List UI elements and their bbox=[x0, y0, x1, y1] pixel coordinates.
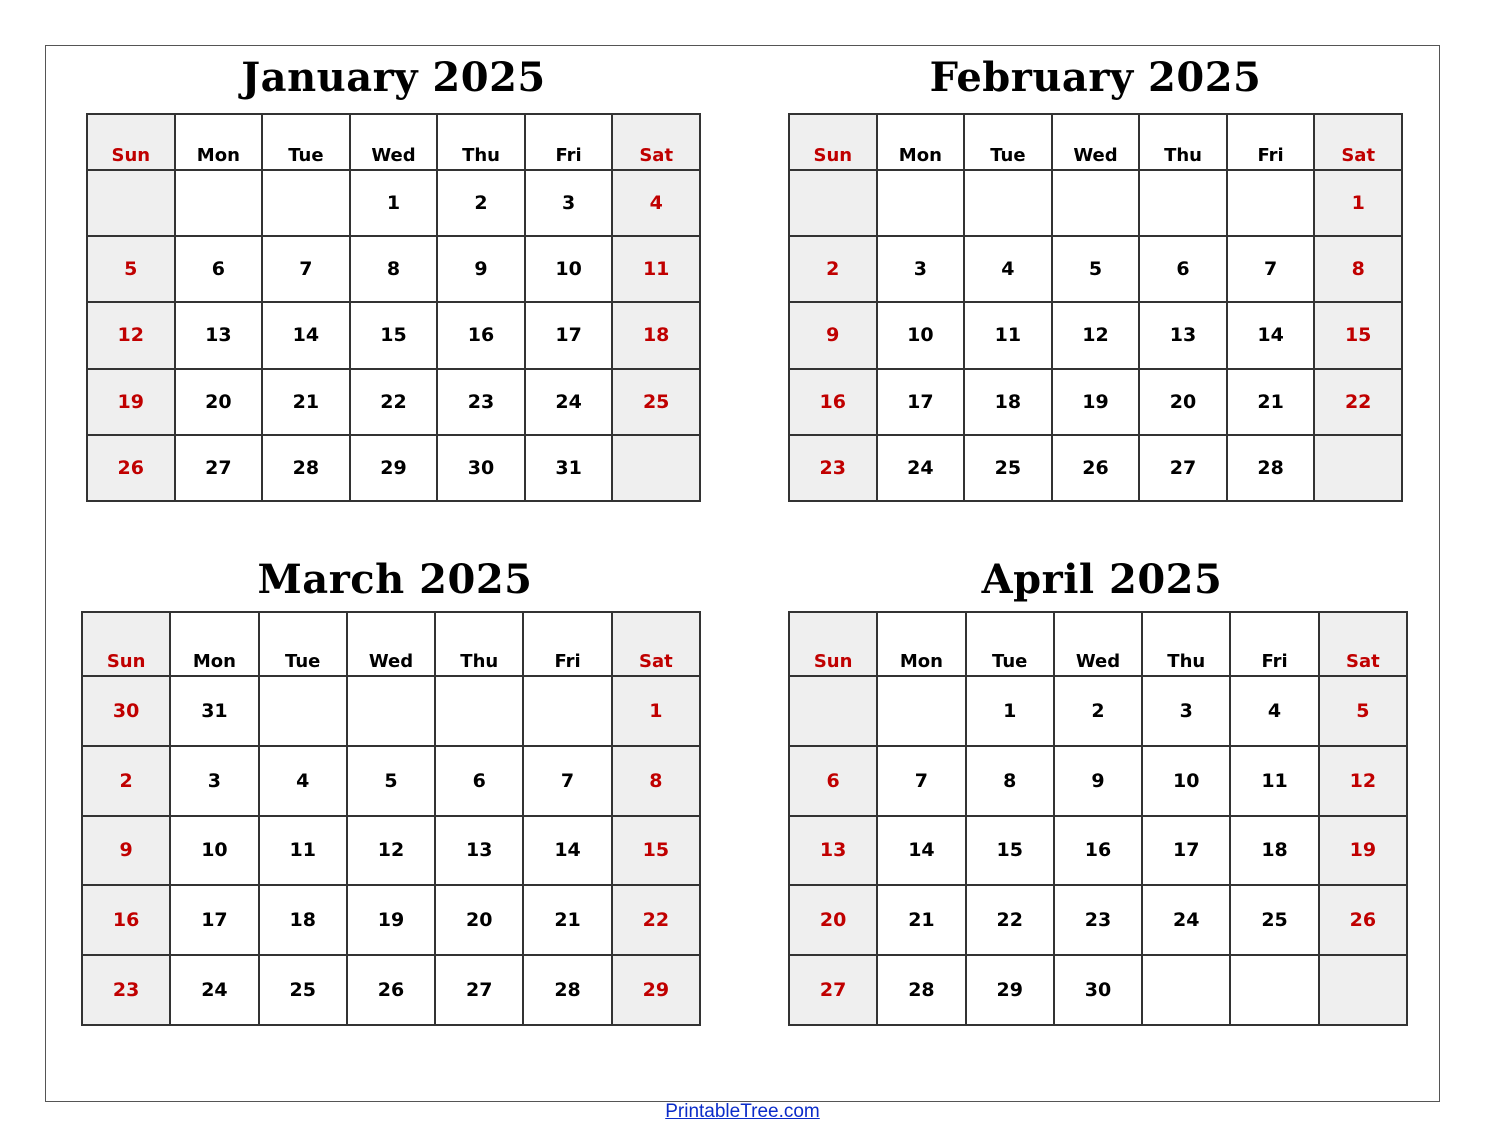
empty-day-cell bbox=[612, 435, 700, 501]
day-cell: 27 bbox=[175, 435, 263, 501]
weekday-header-sat: Sat bbox=[612, 612, 700, 676]
weekday-header-thu: Thu bbox=[435, 612, 523, 676]
calendar-grid bbox=[86, 113, 701, 502]
week-row bbox=[82, 955, 700, 1025]
weekday-header-fri: Fri bbox=[525, 114, 613, 170]
calendar-grid bbox=[788, 113, 1403, 502]
weekday-header-tue: Tue bbox=[259, 612, 347, 676]
day-cell: 18 bbox=[259, 885, 347, 955]
day-cell: 14 bbox=[1227, 302, 1315, 368]
empty-day-cell bbox=[87, 170, 175, 236]
month-title: February 2025 bbox=[929, 54, 1262, 101]
day-cell: 8 bbox=[1314, 236, 1402, 302]
day-cell: 21 bbox=[523, 885, 611, 955]
day-cell: 20 bbox=[789, 885, 877, 955]
day-cell: 10 bbox=[525, 236, 613, 302]
week-row bbox=[87, 302, 700, 368]
day-cell: 12 bbox=[1052, 302, 1140, 368]
day-cell: 25 bbox=[1230, 885, 1318, 955]
day-cell: 12 bbox=[347, 816, 435, 886]
day-cell: 9 bbox=[82, 816, 170, 886]
day-cell: 14 bbox=[523, 816, 611, 886]
weekday-header-fri: Fri bbox=[1230, 612, 1318, 676]
day-cell: 16 bbox=[437, 302, 525, 368]
day-cell: 21 bbox=[262, 369, 350, 435]
empty-day-cell bbox=[175, 170, 263, 236]
day-cell: 24 bbox=[877, 435, 965, 501]
week-row bbox=[789, 236, 1402, 302]
day-cell: 17 bbox=[170, 885, 258, 955]
day-cell: 5 bbox=[1319, 676, 1407, 746]
empty-day-cell bbox=[1314, 435, 1402, 501]
empty-day-cell bbox=[1139, 170, 1227, 236]
day-cell: 9 bbox=[1054, 746, 1142, 816]
weekday-header-tue: Tue bbox=[966, 612, 1054, 676]
month-april bbox=[788, 558, 1408, 1026]
printabletree-link[interactable]: PrintableTree.com bbox=[665, 1101, 820, 1122]
empty-day-cell bbox=[877, 170, 965, 236]
empty-day-cell bbox=[347, 676, 435, 746]
day-cell: 29 bbox=[350, 435, 438, 501]
day-cell: 1 bbox=[966, 676, 1054, 746]
weekday-header-thu: Thu bbox=[437, 114, 525, 170]
day-cell: 6 bbox=[1139, 236, 1227, 302]
day-cell: 23 bbox=[437, 369, 525, 435]
day-cell: 19 bbox=[1052, 369, 1140, 435]
month-february bbox=[788, 56, 1403, 502]
day-cell: 5 bbox=[1052, 236, 1140, 302]
day-cell: 17 bbox=[1142, 816, 1230, 886]
week-row bbox=[789, 435, 1402, 501]
day-cell: 5 bbox=[87, 236, 175, 302]
day-cell: 29 bbox=[966, 955, 1054, 1025]
day-cell: 28 bbox=[1227, 435, 1315, 501]
weekday-header-sat: Sat bbox=[612, 114, 700, 170]
month-title: April 2025 bbox=[981, 556, 1223, 603]
weekday-header-sun: Sun bbox=[789, 612, 877, 676]
day-cell: 22 bbox=[1314, 369, 1402, 435]
day-cell: 15 bbox=[1314, 302, 1402, 368]
day-cell: 19 bbox=[87, 369, 175, 435]
day-cell: 2 bbox=[437, 170, 525, 236]
day-cell: 17 bbox=[877, 369, 965, 435]
empty-day-cell bbox=[1052, 170, 1140, 236]
day-cell: 4 bbox=[259, 746, 347, 816]
month-march bbox=[81, 558, 701, 1026]
day-cell: 9 bbox=[789, 302, 877, 368]
empty-day-cell bbox=[1227, 170, 1315, 236]
day-cell: 22 bbox=[966, 885, 1054, 955]
day-cell: 20 bbox=[175, 369, 263, 435]
day-cell: 23 bbox=[1054, 885, 1142, 955]
weekday-header-thu: Thu bbox=[1142, 612, 1230, 676]
week-row bbox=[82, 816, 700, 886]
day-cell: 27 bbox=[789, 955, 877, 1025]
day-cell: 13 bbox=[789, 816, 877, 886]
week-row bbox=[789, 746, 1407, 816]
week-row bbox=[87, 170, 700, 236]
day-cell: 26 bbox=[347, 955, 435, 1025]
day-cell: 16 bbox=[789, 369, 877, 435]
week-row bbox=[789, 369, 1402, 435]
day-cell: 16 bbox=[1054, 816, 1142, 886]
calendar-grid bbox=[81, 611, 701, 1026]
empty-day-cell bbox=[523, 676, 611, 746]
weekday-header-wed: Wed bbox=[350, 114, 438, 170]
day-cell: 22 bbox=[612, 885, 700, 955]
weekday-header-sat: Sat bbox=[1319, 612, 1407, 676]
empty-day-cell bbox=[1142, 955, 1230, 1025]
day-cell: 14 bbox=[262, 302, 350, 368]
day-cell: 3 bbox=[170, 746, 258, 816]
day-cell: 3 bbox=[525, 170, 613, 236]
day-cell: 12 bbox=[1319, 746, 1407, 816]
day-cell: 28 bbox=[262, 435, 350, 501]
week-row bbox=[789, 955, 1407, 1025]
week-row bbox=[87, 435, 700, 501]
day-cell: 15 bbox=[612, 816, 700, 886]
day-cell: 7 bbox=[877, 746, 965, 816]
day-cell: 3 bbox=[1142, 676, 1230, 746]
week-row bbox=[789, 885, 1407, 955]
week-row bbox=[82, 676, 700, 746]
day-cell: 4 bbox=[964, 236, 1052, 302]
day-cell: 13 bbox=[435, 816, 523, 886]
month-title: March 2025 bbox=[257, 556, 533, 603]
weekday-header-mon: Mon bbox=[175, 114, 263, 170]
day-cell: 25 bbox=[964, 435, 1052, 501]
day-cell: 13 bbox=[175, 302, 263, 368]
day-cell: 10 bbox=[170, 816, 258, 886]
day-cell: 19 bbox=[347, 885, 435, 955]
weekday-header-wed: Wed bbox=[1054, 612, 1142, 676]
empty-day-cell bbox=[877, 676, 965, 746]
day-cell: 3 bbox=[877, 236, 965, 302]
day-cell: 11 bbox=[612, 236, 700, 302]
day-cell: 28 bbox=[877, 955, 965, 1025]
day-cell: 5 bbox=[347, 746, 435, 816]
day-cell: 26 bbox=[1319, 885, 1407, 955]
weekday-header-wed: Wed bbox=[347, 612, 435, 676]
day-cell: 2 bbox=[1054, 676, 1142, 746]
day-cell: 8 bbox=[350, 236, 438, 302]
day-cell: 7 bbox=[523, 746, 611, 816]
day-cell: 26 bbox=[1052, 435, 1140, 501]
day-cell: 1 bbox=[1314, 170, 1402, 236]
day-cell: 10 bbox=[1142, 746, 1230, 816]
day-cell: 24 bbox=[525, 369, 613, 435]
weekday-header-sun: Sun bbox=[789, 114, 877, 170]
weekday-header-sun: Sun bbox=[82, 612, 170, 676]
day-cell: 18 bbox=[612, 302, 700, 368]
weekday-header-tue: Tue bbox=[964, 114, 1052, 170]
weekday-header-sun: Sun bbox=[87, 114, 175, 170]
weekday-header-thu: Thu bbox=[1139, 114, 1227, 170]
empty-day-cell bbox=[259, 676, 347, 746]
day-cell: 18 bbox=[964, 369, 1052, 435]
month-january bbox=[86, 56, 701, 502]
week-row bbox=[789, 676, 1407, 746]
week-row bbox=[789, 816, 1407, 886]
day-cell: 30 bbox=[437, 435, 525, 501]
day-cell: 23 bbox=[789, 435, 877, 501]
day-cell: 15 bbox=[350, 302, 438, 368]
empty-day-cell bbox=[964, 170, 1052, 236]
day-cell: 26 bbox=[87, 435, 175, 501]
day-cell: 19 bbox=[1319, 816, 1407, 886]
day-cell: 6 bbox=[175, 236, 263, 302]
day-cell: 15 bbox=[966, 816, 1054, 886]
day-cell: 11 bbox=[964, 302, 1052, 368]
day-cell: 9 bbox=[437, 236, 525, 302]
day-cell: 22 bbox=[350, 369, 438, 435]
day-cell: 11 bbox=[1230, 746, 1318, 816]
empty-day-cell bbox=[262, 170, 350, 236]
day-cell: 21 bbox=[1227, 369, 1315, 435]
day-cell: 24 bbox=[170, 955, 258, 1025]
day-cell: 25 bbox=[259, 955, 347, 1025]
day-cell: 20 bbox=[1139, 369, 1227, 435]
weekday-header-fri: Fri bbox=[523, 612, 611, 676]
day-cell: 29 bbox=[612, 955, 700, 1025]
week-row bbox=[789, 170, 1402, 236]
day-cell: 24 bbox=[1142, 885, 1230, 955]
week-row bbox=[82, 885, 700, 955]
day-cell: 13 bbox=[1139, 302, 1227, 368]
day-cell: 20 bbox=[435, 885, 523, 955]
weekday-header-mon: Mon bbox=[877, 114, 965, 170]
day-cell: 2 bbox=[789, 236, 877, 302]
day-cell: 27 bbox=[435, 955, 523, 1025]
day-cell: 12 bbox=[87, 302, 175, 368]
day-cell: 23 bbox=[82, 955, 170, 1025]
day-cell: 1 bbox=[612, 676, 700, 746]
weekday-header-mon: Mon bbox=[877, 612, 965, 676]
day-cell: 10 bbox=[877, 302, 965, 368]
week-row bbox=[87, 236, 700, 302]
day-cell: 16 bbox=[82, 885, 170, 955]
week-row bbox=[789, 302, 1402, 368]
day-cell: 4 bbox=[1230, 676, 1318, 746]
day-cell: 7 bbox=[262, 236, 350, 302]
day-cell: 21 bbox=[877, 885, 965, 955]
weekday-header-wed: Wed bbox=[1052, 114, 1140, 170]
day-cell: 8 bbox=[612, 746, 700, 816]
day-cell: 1 bbox=[350, 170, 438, 236]
day-cell: 30 bbox=[1054, 955, 1142, 1025]
day-cell: 25 bbox=[612, 369, 700, 435]
week-row bbox=[87, 369, 700, 435]
day-cell: 28 bbox=[523, 955, 611, 1025]
weekday-header-tue: Tue bbox=[262, 114, 350, 170]
day-cell: 6 bbox=[435, 746, 523, 816]
empty-day-cell bbox=[789, 170, 877, 236]
day-cell: 17 bbox=[525, 302, 613, 368]
day-cell: 18 bbox=[1230, 816, 1318, 886]
empty-day-cell bbox=[1319, 955, 1407, 1025]
day-cell: 8 bbox=[966, 746, 1054, 816]
week-row bbox=[82, 746, 700, 816]
day-cell: 31 bbox=[525, 435, 613, 501]
empty-day-cell bbox=[1230, 955, 1318, 1025]
day-cell: 30 bbox=[82, 676, 170, 746]
day-cell: 7 bbox=[1227, 236, 1315, 302]
day-cell: 27 bbox=[1139, 435, 1227, 501]
calendar-grid bbox=[788, 611, 1408, 1026]
day-cell: 11 bbox=[259, 816, 347, 886]
day-cell: 14 bbox=[877, 816, 965, 886]
month-title: January 2025 bbox=[241, 54, 546, 101]
day-cell: 4 bbox=[612, 170, 700, 236]
weekday-header-mon: Mon bbox=[170, 612, 258, 676]
day-cell: 6 bbox=[789, 746, 877, 816]
weekday-header-sat: Sat bbox=[1314, 114, 1402, 170]
day-cell: 31 bbox=[170, 676, 258, 746]
weekday-header-fri: Fri bbox=[1227, 114, 1315, 170]
empty-day-cell bbox=[435, 676, 523, 746]
empty-day-cell bbox=[789, 676, 877, 746]
day-cell: 2 bbox=[82, 746, 170, 816]
